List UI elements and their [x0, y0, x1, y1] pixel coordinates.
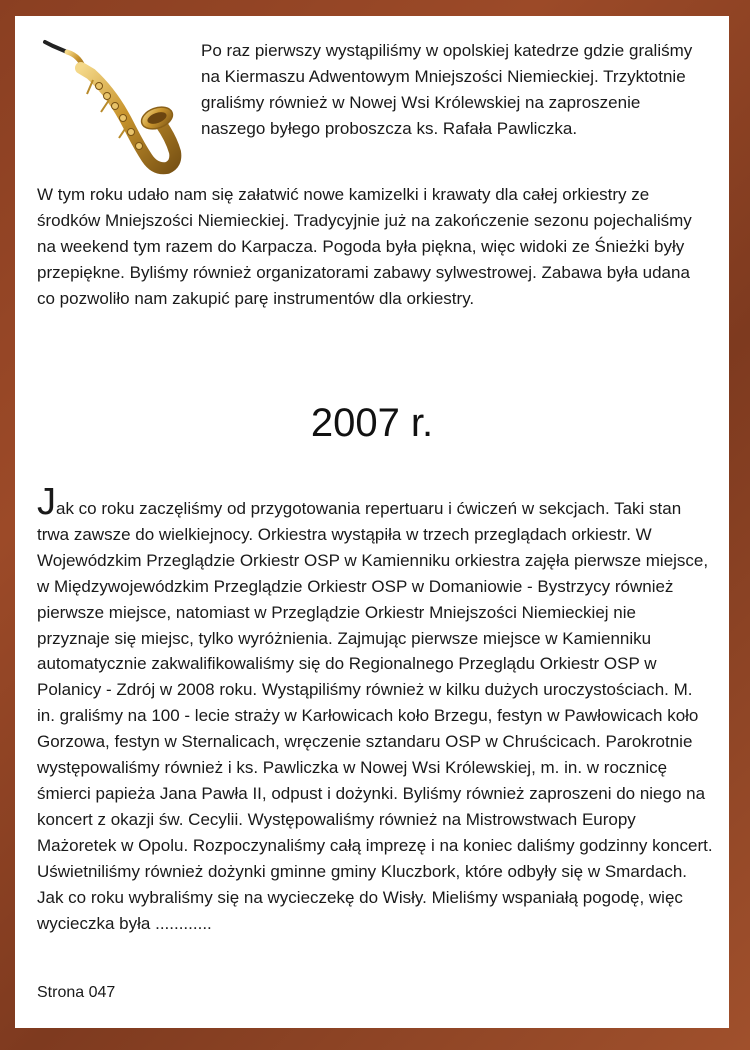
page-number: Strona 047 [37, 984, 116, 1001]
body-paragraph-2007 [37, 481, 713, 936]
document-page [15, 16, 729, 1028]
body-paragraph-2006: W tym roku udało nam się załatwić nowe kamizelki i krawaty dla całej orkiestry ze środków Mniejszości Niemieckiej. Tradycyjnie już na zakończenie sezonu pojechaliśmy na weekend tym razem do Karpacza. Pogoda była piękna, więc widoki ze Śnieżki były przepiękne. Byliśmy również organizatorami zabawy sylwestrowej. Zabawa była udana co pozwoliło nam zakupić parę instrumentów dla orkiestry. [37, 185, 692, 308]
body-paragraph-2007-text: ak co roku zaczęliśmy od przygotowania repertuaru i ćwiczeń w sekcjach. Taki stan trwa zawsze do wielkiejnocy. Orkiestra wystąpiła w trzech przeglądach orkiestr. W Wojewódzkim Przeglądzie Orkiestr OSP w Kamienniku orkiestra zajęła pierwsze miejsce, w Międzywojewódzkim Przeglądzie Orkiestr OSP w Domaniowie - Bystrzycy również pierwsze miejsce, natomiast w Przeglądzie Orkiestr Mniejszości Niemieckiej nie przyznaje się miejsc, tylko wyróżnienia. Zajmując pierwsze miejsce w Kamienniku automatycznie zakwalifikowaliśmy się do Regionalnego Przeglądu Orkiestr OSP w Polanicy - Zdrój w 2008 roku. Wystąpiliśmy również w kilku dużych uroczystościach. M. in. graliśmy na 100 - lecie straży w Karłowicach koło Brzegu, festyn w Pawłowicach koło Gorzowa, festyn w Sternalicach, wręczenie sztandaru OSP w Chruścicach. Parokrotnie występowaliśmy również i ks. Pawliczka w Nowej Wsi Królewskiej, m. in. w rocznicę śmierci papieża Jana Pawła II, odpust i dożynki. Byliśmy również zaproszeni do niego na koncert z okazji św. Cecylii. Występowaliśmy również na Mistrowstwach Europy Mażoretek w Opolu. Rozpoczynaliśmy całą imprezę i na koniec daliśmy godzinny koncert. Uświetniliśmy również dożynki gminne gminy Kluczbork, które odbyły się w Smardach. Jak co roku wybraliśmy się na wycieczekę do Wisły. Mieliśmy wspaniałą pogodę, więc wycieczka była ............ [37, 499, 713, 933]
drop-cap: J [37, 481, 56, 523]
intro-paragraph: Po raz pierwszy wystąpiliśmy w opolskiej katedrze gdzie graliśmy na Kiermaszu Adwentowym Mniejszości Niemieckiej. Trzyktotnie graliśmy również w Nowej Wsi Królewskiej na zaproszenie naszego byłego proboszcza ks. Rafała Pawliczka. [201, 41, 693, 138]
saxophone-icon [37, 34, 187, 184]
year-heading: 2007 r. [310, 401, 434, 445]
